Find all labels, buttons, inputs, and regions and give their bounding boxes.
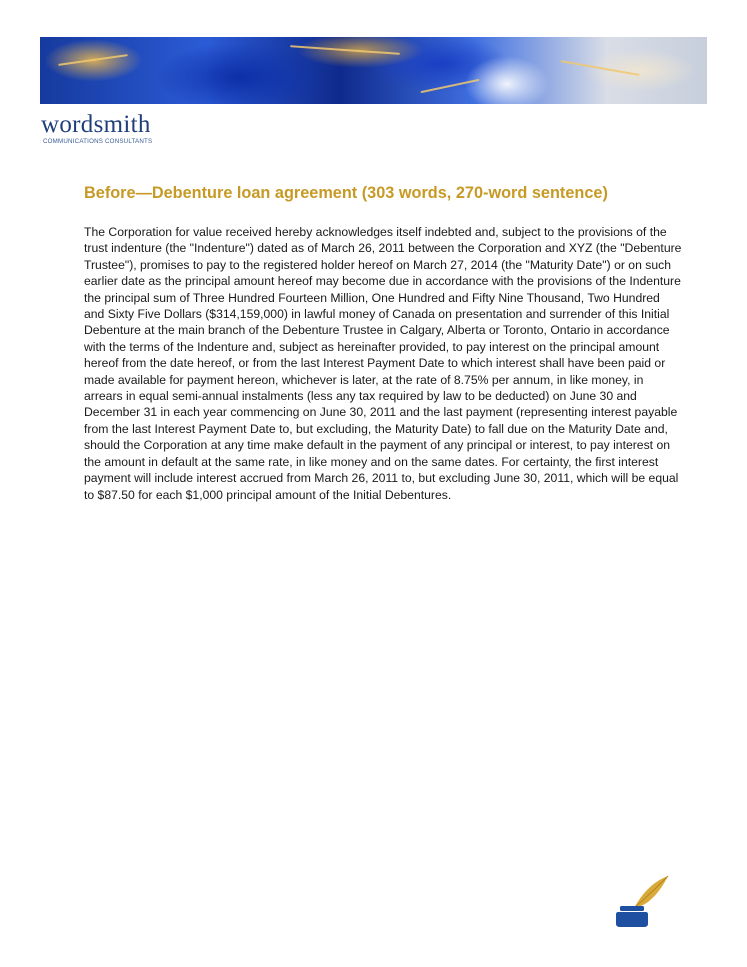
brand-tagline: COMMUNICATIONS CONSULTANTS (43, 138, 153, 145)
document-body: The Corporation for value received hereby acknowledges itself indebted and, subject to the provisions of the trust indenture (the "Indenture") dated as of March 26, 2011 between the Corporation and XYZ (the "Debenture Trustee"), promises to pay to the registered holder hereof on March 27, 2014 (the "Maturity Date") or on such earlier date as the principal amount hereof may become due in accordance with the provisions of the Indenture the principal sum of Three Hundred Fourteen Million, One Hundred and Fifty Nine Thousand, Two Hundred and Sixty Five Dollars ($314,159,000) in lawful money of Canada on presentation and surrender of this Initial Debenture at the main branch of the Debenture Trustee in Calgary, Alberta or Toronto, Ontario in accordance with the terms of the Indenture and, subject as hereinafter provided, to pay interest on the principal amount hereof from the date hereof, or from the last Interest Payment Date to which interest shall have been paid or made available for payment hereon, whichever is later, at the rate of 8.75% per annum, in like money, in arrears in equal semi-annual instalments (less any tax required by law to be deducted) on June 30 and December 31 in each year commencing on June 30, 2011 and the last payment (representing interest payable from the last Interest Payment Date to, but excluding, the Maturity Date) to fall due on the Maturity Date and, should the Corporation at any time make default in the payment of any principal or interest, to pay interest on the amount in default at the same rate, in like money and on the same dates. For certainty, the first interest payment will include interest accrued from March 26, 2011 to, but excluding June 30, 2011, which will be equal to $87.50 for each $1,000 principal amount of the Initial Debentures. (84, 225, 682, 502)
inkwell-quill-icon (612, 872, 674, 930)
document-heading: Before—Debenture loan agreement (303 words, 270-word sentence) (84, 184, 608, 202)
header-banner (40, 37, 707, 104)
brand-logo-wordmark: wordsmith (41, 111, 151, 138)
